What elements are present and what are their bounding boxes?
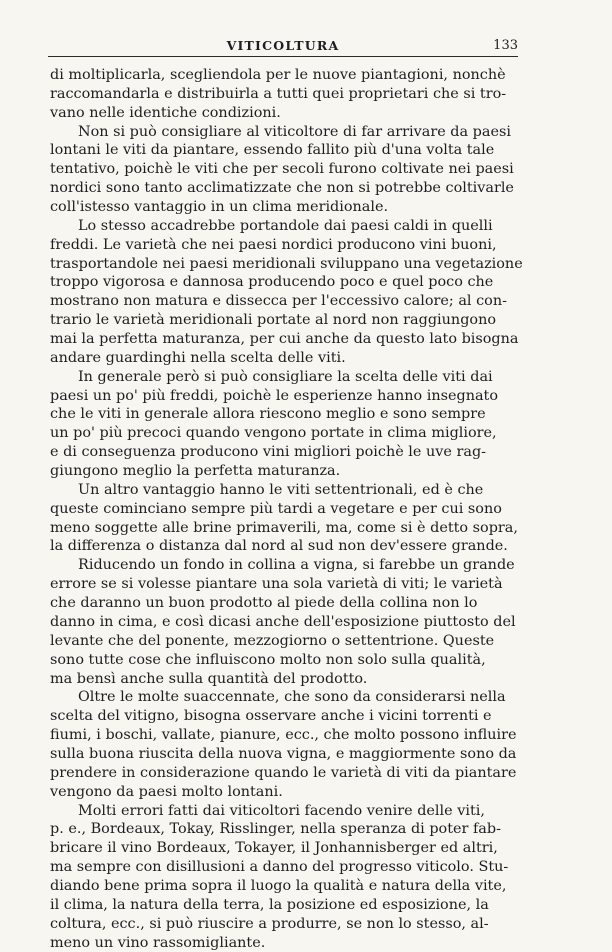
text-line: queste cominciano sempre più tardi a vegetare e per cui sono	[50, 500, 502, 517]
text-line: ma bensì anche sulla quantità del prodotto.	[50, 670, 368, 687]
text-line: che le viti in generale allora riescono meglio e sono sempre	[50, 406, 486, 423]
text-line: che daranno un buon prodotto al piede della collina non lo	[50, 595, 478, 612]
paragraph-start-line: Lo stesso accadrebbe portandole dai paesi caldi in quelli	[78, 217, 493, 234]
text-line: trario le varietà meridionali portate al nord non raggiungono	[50, 312, 496, 329]
text-line: bricare il vino Bordeaux, Tokayer, il Jonhannisberger ed altri,	[50, 840, 498, 857]
page-number: 133	[493, 38, 518, 53]
paragraph-start-line: Un altro vantaggio hanno le viti settentrionali, ed è che	[78, 481, 484, 498]
text-line: paesi un po' più freddi, poichè le esperienze hanno insegnato	[50, 387, 498, 404]
text-line: prendere in considerazione quando le varietà di viti da piantare	[50, 764, 517, 781]
text-line: p. e., Bordeaux, Tokay, Risslinger, nella speranza di poter fab-	[50, 821, 501, 838]
text-line: mai la perfetta maturanza, per cui anche da questo lato bisogna	[50, 331, 519, 348]
text-line: un po' più precoci quando vengono portate in clima migliore,	[50, 425, 497, 442]
text-line: ma sempre con disillusioni a danno del progresso viticolo. Stu-	[50, 859, 509, 876]
text-line: coll'istesso vantaggio in un clima meridionale.	[50, 199, 389, 216]
text-line: giungono meglio la perfetta maturanza.	[50, 463, 341, 480]
paragraph-start-line: Non si può consigliare al viticoltore di far arrivare da paesi	[78, 123, 511, 140]
text-line: raccomandarla e distribuirla a tutti quei proprietari che si tro-	[50, 85, 507, 102]
text-line: diando bene prima sopra il luogo la qualità e natura della vite,	[50, 877, 507, 894]
text-line: trasportandole nei paesi meridionali sviluppano una vegetazione	[50, 255, 523, 272]
text-line: vengono da paesi molto lontani.	[50, 783, 283, 800]
text-line: danno in cima, e così dicasi anche dell'esposizione piuttosto del	[50, 613, 516, 630]
text-line: meno un vino rassomigliante.	[50, 934, 266, 951]
text-line: nordici sono tanto acclimatizzate che non si potrebbe coltivarle	[50, 180, 514, 197]
text-line: tentativo, poichè le viti che per secoli furono coltivate nei paesi	[50, 161, 514, 178]
text-line: troppo vigorosa e dannosa producendo poco e quel poco che	[50, 274, 494, 291]
paragraph-start-line: Oltre le molte suaccennate, che sono da considerarsi nella	[78, 689, 506, 706]
text-line: il clima, la natura della terra, la posizione ed esposizione, la	[50, 896, 489, 913]
text-line: di moltiplicarla, scegliendola per le nuove piantagioni, nonchè	[50, 67, 506, 83]
text-line: la differenza o distanza dal nord al sud non dev'essere grande.	[50, 538, 508, 555]
paragraph-start-line: In generale però si può consigliare la scelta delle viti dai	[78, 368, 493, 385]
text-line: meno soggette alle brine primaverili, ma, come si è detto sopra,	[50, 519, 518, 536]
text-line: scelta del vitigno, bisogna osservare anche i vicini torrenti e	[50, 708, 492, 725]
body-text	[50, 66, 523, 952]
text-line: lontani le viti da piantare, essendo fallito più d'una volta tale	[50, 142, 495, 159]
text-line: levante che del ponente, mezzogiorno o settentrione. Queste	[50, 632, 495, 649]
text-line: sulla buona riuscita della nuova vigna, e maggiormente sono da	[50, 745, 517, 762]
text-line: andare guardinghi nella scelta delle viti.	[50, 349, 346, 366]
text-line: sono tutte cose che influiscono molto non solo sulla qualità,	[50, 651, 486, 668]
text-line: fiumi, i boschi, vallate, pianure, ecc., che molto possono influire	[50, 727, 517, 744]
paragraph-start-line: Riducendo un fondo in collina a vigna, si farebbe un grande	[78, 557, 515, 574]
text-line: errore se si volesse piantare una sola varietà di viti; le varietà	[50, 576, 503, 593]
text-line: vano nelle identiche condizioni.	[50, 104, 281, 121]
text-line: e di conseguenza producono vini migliori poichè le uve rag-	[50, 444, 487, 461]
text-line: coltura, ecc., si può riuscire a produrre, se non lo stesso, al-	[50, 915, 489, 932]
paragraph-start-line: Molti errori fatti dai viticoltori facendo venire delle viti,	[78, 802, 485, 819]
text-line: mostrano non matura e dissecca per l'eccessivo calore; al con-	[50, 293, 507, 310]
running-header	[48, 36, 518, 57]
text-line: freddi. Le varietà che nei paesi nordici producono vini buoni,	[50, 236, 497, 253]
running-title: VITICOLTURA	[226, 38, 340, 53]
